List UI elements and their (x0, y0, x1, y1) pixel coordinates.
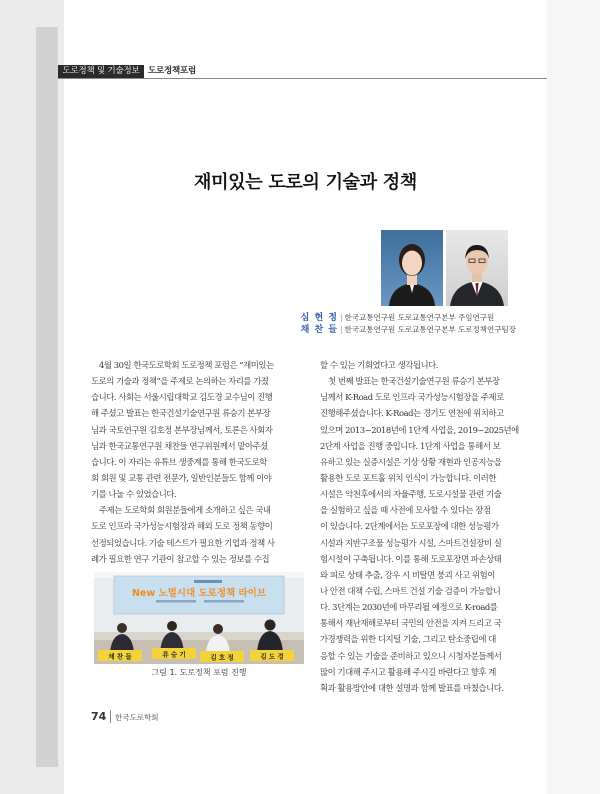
text-line: 유하고 있는 실증시설은 기상 상황 재현과 인공지능을 (320, 456, 502, 467)
text-line: 많이 기대해 주시고 활용해 주시길 바란다고 향후 계 (320, 666, 496, 677)
forum-photo (94, 572, 304, 664)
text-line: 선정되었습니다. 기술 테스트가 필요한 기업과 정책 사 (91, 537, 275, 548)
author-line-1: 심 현 정 | 한국교통연구원 도로교통연구본부 주임연구원 (300, 313, 495, 323)
text-line: 응할 수 있는 기술을 준비하고 있으니 시청자분들께서 (320, 650, 502, 661)
text-line: 시설은 악천후에서의 자율주행, 도로시설물 관련 기술 (320, 489, 502, 500)
text-line: 획과 활용방안에 대한 설명과 함께 발표를 마쳤습니다. (320, 682, 504, 693)
text-line: 2단계 사업을 진행 중입니다. 1단계 사업을 통해서 보 (320, 440, 501, 451)
panelist-nameplate: 류 승 기 (162, 650, 186, 659)
right-margin-band (547, 0, 600, 794)
text-line: 기를 나눌 수 있었습니다. (91, 489, 177, 500)
body-column-left (91, 357, 304, 567)
text-line: 례가 필요한 연구 기관이 참고할 수 있는 정보를 수집 (91, 553, 270, 564)
author-photo-2 (446, 230, 508, 306)
footer-divider (110, 710, 111, 723)
publication-name: 한국도로학회 (115, 713, 159, 722)
section-label: 도로정책 및 기술정보 (58, 65, 144, 78)
author-name: 심 현 정 (300, 313, 338, 323)
text-line: 시설과 지반구조물 성능평가 시설, 스마트건설장비 실 (320, 537, 502, 548)
subsection-label: 도로정책포럼 (148, 66, 197, 76)
text-line: 있으며 2013~2018년에 1단계 사업을, 2019~2025년에 (320, 424, 519, 435)
text-line: 활용한 도로 포트홀 위치 인식이 가능합니다. 이러한 (320, 472, 496, 483)
author-line-2: 채 찬 들 | 한국교통연구원 도로교통연구본부 도로정책연구팀장 (300, 325, 516, 335)
text-line: 할 수 있는 기회였다고 생각됩니다. (320, 360, 439, 370)
text-line: 4월 30일 한국도로학회 도로정책 포럼은 “재미있는 (99, 360, 274, 370)
author-photo-1 (381, 230, 443, 306)
text-line: 첫 번째 발표는 한국건설기술연구원 류승기 본부장 (328, 376, 500, 387)
panelist-nameplate: 김 호 정 (210, 653, 234, 662)
text-line: 님께서 K-Road 도로 인프라 국가성능시험장을 주제로 (320, 392, 504, 403)
text-line: 회 회원 및 교통 관련 전문가, 일반인분들도 함께 이야 (91, 472, 272, 483)
text-line: 습니다. 이 자리는 유튜브 생중계를 통해 한국도로학 (91, 456, 267, 467)
text-line: 험시설이 구축됩니다. 이를 통해 도로포장면 파손상태 (320, 553, 502, 564)
author-affiliation: 한국교통연구원 도로교통연구본부 도로정책연구팀장 (344, 325, 516, 334)
text-line: 나 안전 대책 수립, 스마트 건설 기술 검증이 가능합니 (320, 585, 501, 596)
text-line: 님과 국토연구원 김호정 본부장님께서, 토론은 사회자 (91, 424, 273, 435)
text-line: 이 있습니다. 2단계에서는 도로포장에 대한 성능평가 (320, 521, 499, 532)
page-number: 74 (91, 710, 107, 723)
panelist-nameplate: 김 도 경 (260, 652, 284, 661)
text-line: 가경쟁력을 위한 디지털 기술, 그리고 탄소중립에 대 (320, 634, 496, 645)
article-title: 재미있는 도로의 기술과 정책 (194, 172, 417, 193)
text-line: 도로 인프라 국가성능시험장과 해외 도로 정책 동향이 (91, 521, 273, 532)
page-edge-tab (36, 27, 58, 767)
text-line: 해 주셨고 발표는 한국건설기술연구원 류승기 본부장 (91, 408, 271, 419)
text-line: 통해서 재난재해로부터 국민의 안전을 지켜 드리고 국 (320, 618, 502, 629)
banner-text: New 노멀시대 도로정책 라이브 (131, 588, 267, 599)
text-line: 습니다. 사회는 서울시립대학교 김도경 교수님이 진행 (91, 392, 273, 403)
text-line: 을 실험하고 싶을 때 사전에 모사할 수 있다는 장점 (320, 505, 491, 516)
text-line: 와 피로 상태 추출, 강우 시 비탈면 붕괴 사고 위험이 (320, 569, 495, 580)
figure-caption: 그림 1. 도로정책 포럼 진행 (151, 668, 247, 677)
text-line: 진행해주셨습니다. K-Road는 경기도 연천에 위치하고 (320, 408, 504, 419)
text-line: 다. 3단계는 2030년에 마무리될 예정으로 K-road를 (320, 602, 498, 613)
panelist-nameplate: 채 찬 들 (108, 652, 132, 661)
author-name: 채 찬 들 (300, 325, 338, 335)
text-line: 님과 한국교통연구원 채찬들 연구위원께서 맡아주셨 (91, 440, 268, 451)
text-line: 주제는 도로학회 회원분들에게 소개하고 싶은 국내 (99, 505, 271, 516)
header-rule (58, 78, 547, 79)
author-affiliation: 한국교통연구원 도로교통연구본부 주임연구원 (344, 313, 495, 322)
text-line: 도로의 기술과 정책”을 주제로 논의하는 자리를 가졌 (91, 376, 269, 387)
body-column-right (320, 357, 540, 696)
